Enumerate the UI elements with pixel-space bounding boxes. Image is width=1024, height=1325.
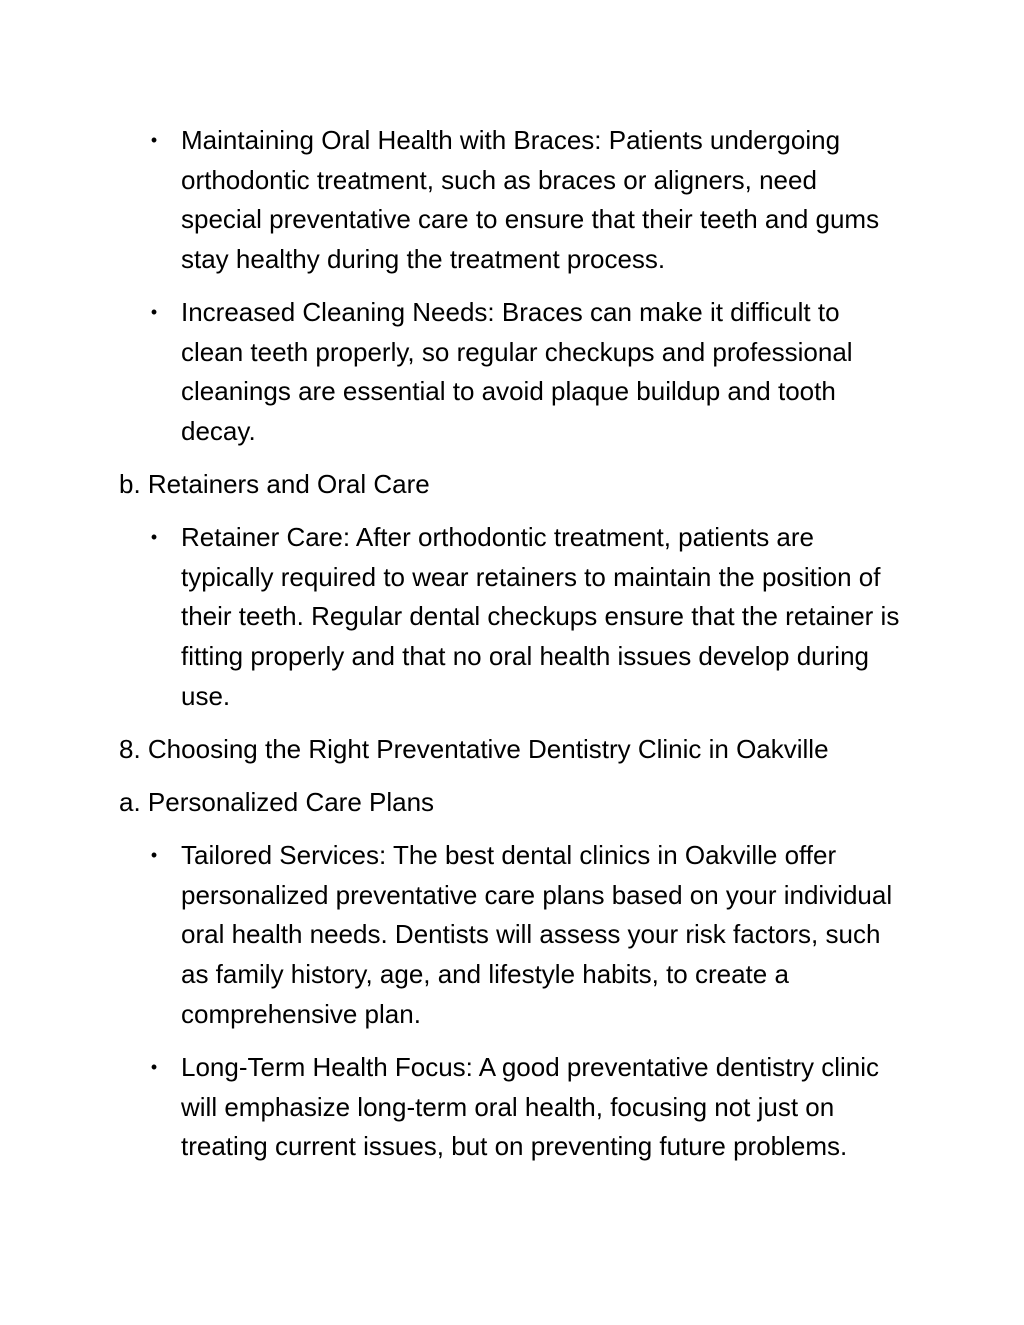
bullet-icon: • xyxy=(150,845,158,865)
list-item-text: Retainer Care: After orthodontic treatment, patients are typically required to wear retainers to maintain the position of their teeth. Regular dental checkups ensure that the retainer is fitting properly and that no oral health issues develop during use. xyxy=(181,522,900,711)
bullet-icon: • xyxy=(150,302,158,322)
bullet-icon: • xyxy=(150,130,158,150)
section-heading-choosing-clinic: 8. Choosing the Right Preventative Dentistry Clinic in Oakville xyxy=(119,734,829,764)
list-item-text: Maintaining Oral Health with Braces: Patients undergoing orthodontic treatment, such as braces or aligners, need special preventative care to ensure that their teeth and gums stay healthy during the treatment process. xyxy=(181,125,880,275)
bullet-icon: • xyxy=(150,1057,158,1077)
list-item-text: Increased Cleaning Needs: Braces can make it difficult to clean teeth properly, so regular checkups and professional cleanings are essential to avoid plaque buildup and tooth decay. xyxy=(181,297,853,447)
list-item-text: Long-Term Health Focus: A good preventative dentistry clinic will emphasize long-term oral health, focusing not just on treating current issues, but on preventing future problems. xyxy=(181,1052,880,1162)
bullet-icon: • xyxy=(150,527,158,547)
list-item-text: Tailored Services: The best dental clinics in Oakville offer personalized preventative care plans based on your individual oral health needs. Dentists will assess your risk factors, such as family history, age, and lifestyle habits, to create a comprehensive plan. xyxy=(181,840,893,1029)
section-heading-personalized-care: a. Personalized Care Plans xyxy=(119,787,435,817)
section-heading-retainers: b. Retainers and Oral Care xyxy=(119,469,430,499)
